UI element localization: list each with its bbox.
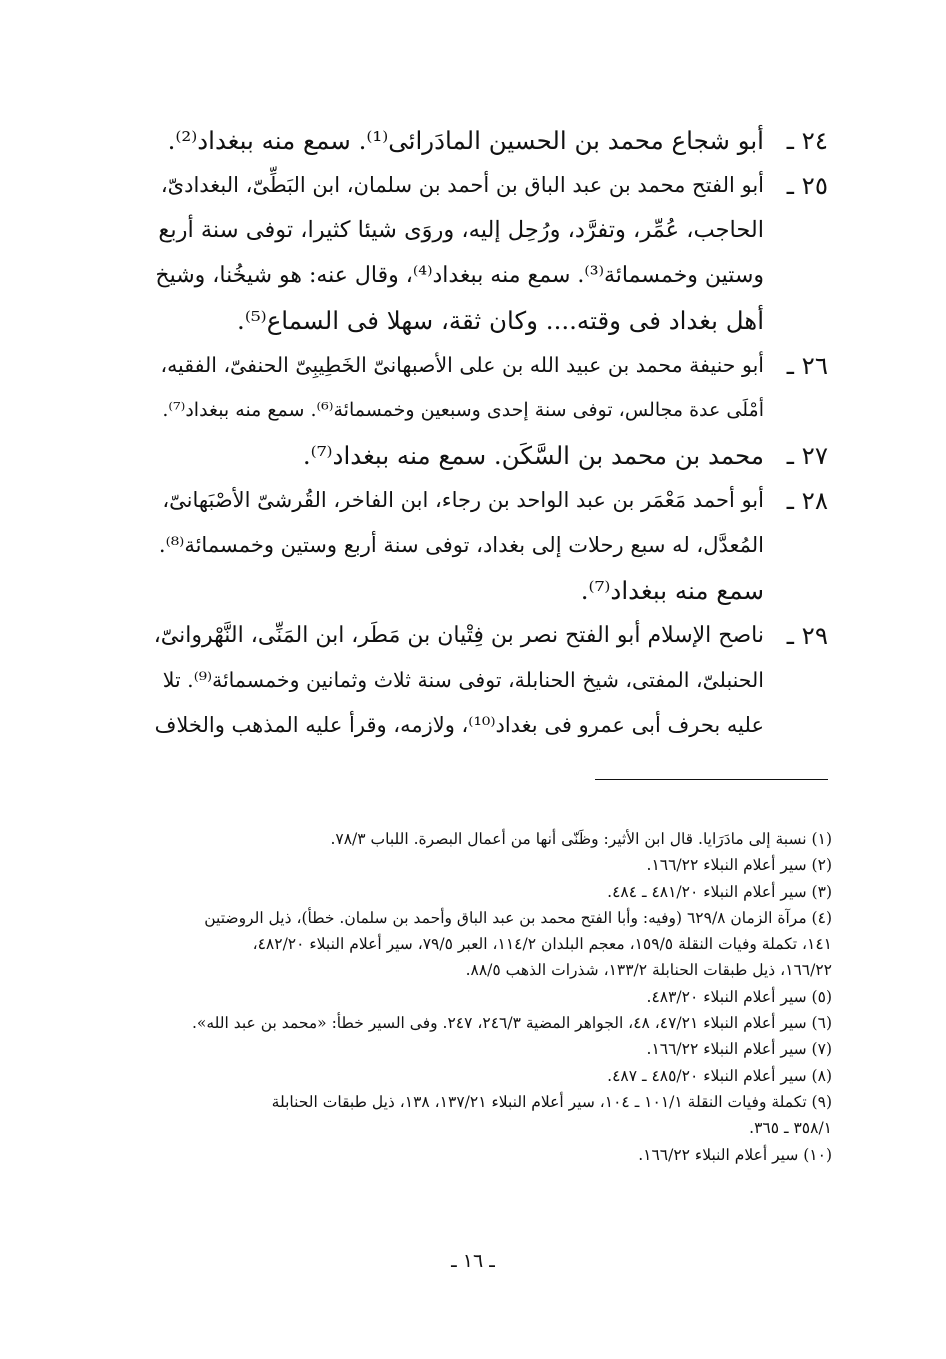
entry-number: ٢٦ ـ <box>786 351 828 380</box>
main-text <box>150 118 828 748</box>
footnote-divider <box>595 779 828 780</box>
footnote-line: (٢) سير أعلام النبلاء ١٦٦/٢٢. <box>646 856 832 875</box>
entry-text-line: الحنبلىّ، المفتى، شيخ الحنابلة، توفى سنة ثلاث وثمانين وخمسمائة⁽⁹⁾. تلا <box>162 668 764 692</box>
footnote-line: ١٦٦/٢٢، ذيل طبقات الحنابلة ١٣٣/٢، شذرات الذهب ٨٨/٥. <box>465 961 832 980</box>
entry-text-line: أبو أحمد مَعْمَر بن عبد الواحد بن رجاء، ابن الفاخر، القُرشىّ الأصْبَهانىّ، <box>162 488 764 512</box>
footnote-line: (٧) سير أعلام النبلاء ١٦٦/٢٢. <box>646 1040 832 1059</box>
entry-text-line: المُعدَّل، له سبع رحلات إلى بغداد، توفى سنة أربع وستين وخمسمائة⁽⁸⁾. <box>158 533 764 557</box>
biography-entry <box>150 433 828 478</box>
biography-entry <box>150 343 828 433</box>
footnote-line: (٨) سير أعلام النبلاء ٤٨٥/٢٠ ـ ٤٨٧. <box>607 1066 832 1085</box>
entry-number: ٢٩ ـ <box>786 621 828 650</box>
footnote-line: ٣٥٨/١ ـ ٣٦٥. <box>749 1119 832 1138</box>
entry-text-line: أبو الفتح محمد بن عبد الباق بن أحمد بن سلمان، ابن البَطِّىّ، البغدادىّ، <box>160 173 764 197</box>
footnote-line: (٩) تكملة وفيات النقلة ١٠١/١ ـ ١٠٤، سير أعلام النبلاء ١٣٧/٢١، ١٣٨، ذيل طبقات الحنابلة <box>271 1092 832 1111</box>
biography-entry <box>150 163 828 343</box>
entry-text-line: الحاجب، عُمِّر، وتفرَّد، ورُحِل إليه، وروَى شيئا كثيرا، توفى سنة أربع <box>158 217 764 243</box>
page-number: ـ ١٦ ـ <box>451 1250 495 1272</box>
entry-text-line: سمع منه ببغداد⁽⁷⁾. <box>580 576 764 605</box>
biography-entry <box>150 613 828 748</box>
entry-text-line: عليه بحرف أبى عمرو فى بغداد⁽¹⁰⁾، ولازمه، وقرأ عليه المذهب والخلاف <box>154 713 764 737</box>
footnotes <box>140 826 832 1168</box>
footnote-line: (٤) مرآة الزمان ٦٢٩/٨ (وفيه: وأبا الفتح محمد بن عبد الباق وأحمد بن سلمان. خطأ)، ذيل الروضتين <box>204 908 832 927</box>
biography-entry <box>150 118 828 163</box>
entry-number: ٢٨ ـ <box>786 486 828 515</box>
entry-number: ٢٥ ـ <box>786 171 828 200</box>
entry-text-line: أهل بغداد فى وقته.... وكان ثقة، سهلا فى السماع⁽⁵⁾. <box>237 306 764 335</box>
footnote-line: (١) نسبة إلى مادَرَايا. قال ابن الأثير: وظَنّى أنها من أعمال البصرة. اللباب ٧٨/٣. <box>330 830 832 848</box>
footnote-line: (١٠) سير أعلام النبلاء ١٦٦/٢٢. <box>638 1145 832 1164</box>
biography-entry <box>150 478 828 613</box>
entry-number: ٢٤ ـ <box>786 126 828 155</box>
entry-number: ٢٧ ـ <box>786 441 828 470</box>
entry-text-line: ناصح الإسلام أبو الفتح نصر بن فِتْيان بن مَطَر، ابن المَنِّى، النَّهْروانىّ، <box>153 623 764 648</box>
footnote-line: (٥) سير أعلام النبلاء ٤٨٣/٢٠. <box>646 987 832 1006</box>
footnote-line: (٦) سير أعلام النبلاء ٤٧/٢١، ٤٨، الجواهر المضية ٢٤٦/٣، ٢٤٧. وفى السير خطأ: «محمد بن عبد الله». <box>191 1014 832 1033</box>
footnote-line: (٣) سير أعلام النبلاء ٤٨١/٢٠ ـ ٤٨٤. <box>607 882 832 901</box>
footnote-line: ١٤١، تكملة وفيات النقلة ١٥٩/٥، معجم البلدان ١١٤/٢، العبر ٧٩/٥، سير أعلام النبلاء ٤٨٢/٢٠، <box>252 935 832 954</box>
entry-text-line: وستين وخمسمائة⁽³⁾. سمع منه ببغداد⁽⁴⁾، وقال عنه: هو شيخُنا، وشيخ <box>155 263 764 288</box>
entry-text-line: أبو حنيفة محمد بن عبيد الله بن على الأصبهانىّ الخَطِيبِىّ الحنفىّ، الفقيه، <box>160 353 764 377</box>
entry-text-line: أمْلَى عدة مجالس، توفى سنة إحدى وسبعين وخمسمائة⁽⁶⁾. سمع منه ببغداد⁽⁷⁾. <box>162 399 764 421</box>
entry-text-line: محمد بن محمد بن السَّكَن. سمع منه ببغداد⁽⁷⁾. <box>302 441 764 470</box>
entry-text-line: أبو شجاع محمد بن الحسين المادَرائى⁽¹⁾. سمع منه ببغداد⁽²⁾. <box>167 126 764 155</box>
